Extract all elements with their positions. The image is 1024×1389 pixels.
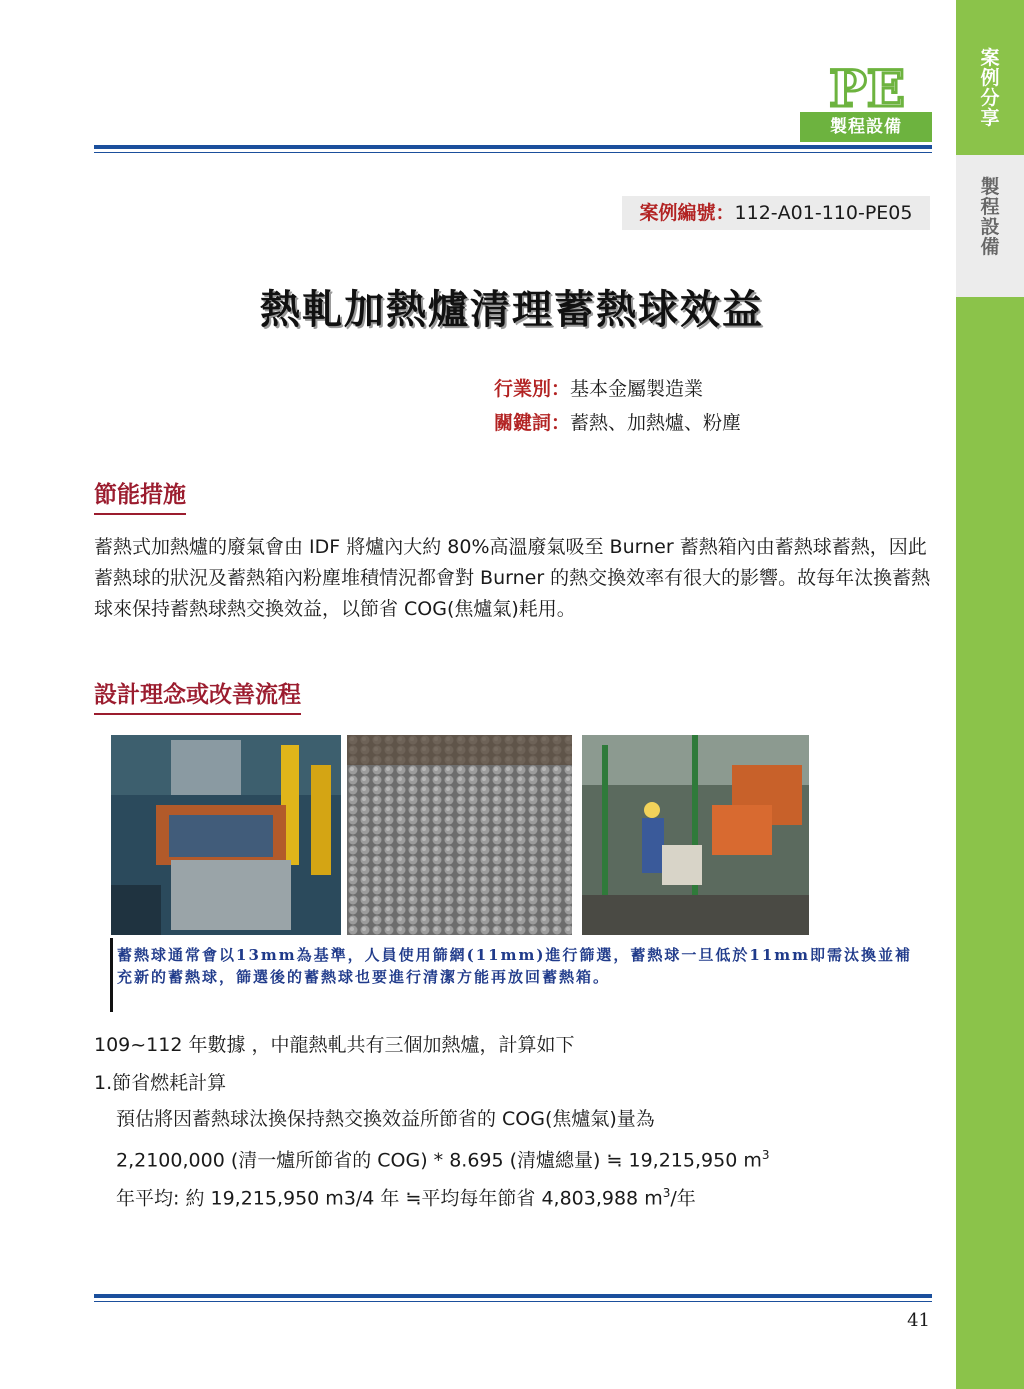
data-intro-line: 109~112 年數據 ，中龍熱軋共有三個加熱爐，計算如下 bbox=[94, 1034, 575, 1056]
pe-logo bbox=[812, 62, 922, 112]
industry-value: 基本金屬製造業 bbox=[570, 378, 704, 400]
photo-caption: 蓄熱球通常會以13mm為基準，人員使用篩網(11mm)進行篩選，蓄熱球一旦低於11mm即需汰換並補充新的蓄熱球，篩選後的蓄熱球也要進行清潔方能再放回蓄熱箱。 bbox=[117, 946, 913, 986]
section-heading-design: 設計理念或改善流程 bbox=[94, 676, 301, 715]
annual-average-line: 年平均: 約 19,215,950 m3/4 年 ≒平均每年節省 4,803,988 $m^3/$年 bbox=[116, 1186, 696, 1210]
caption-marker bbox=[110, 938, 113, 1012]
section-heading-measures: 節能措施 bbox=[94, 476, 186, 515]
keywords-line bbox=[494, 410, 741, 436]
industry-label: 行業別： bbox=[494, 378, 571, 400]
measures-paragraph: 蓄熱式加熱爐的廢氣會由 IDF 將爐內大約 80%高溫廢氣吸至 Burner 蓄熱箱內由蓄熱球蓄熱，因此蓄熱球的狀況及蓄熱箱內粉塵堆積情況都會對 Burner 的熱交換效率有很大的影響。故每年汰換蓄熱球來保持蓄熱球熱交換效益，以節省 COG(焦爐氣)耗用。 bbox=[94, 536, 931, 620]
footer-rule-thin bbox=[94, 1301, 932, 1302]
photo-workers-sieving bbox=[582, 735, 809, 935]
estimate-line: 預估將因蓄熱球汰換保持熱交換效益所節省的 COG(焦爐氣)量為 bbox=[116, 1108, 655, 1130]
header-rule bbox=[94, 145, 932, 149]
page-number: 41 bbox=[907, 1310, 930, 1331]
header-rule-thin bbox=[94, 152, 932, 153]
page-title: 熱軋加熱爐清理蓄熱球效益 bbox=[260, 287, 764, 333]
photo-heat-storage-balls bbox=[347, 735, 572, 935]
sidebar-inactive-label: 製 程 設 備 bbox=[980, 176, 1000, 258]
case-number bbox=[622, 196, 930, 230]
sidebar-active-label: 案 例 分 享 bbox=[980, 47, 1000, 129]
svg-text:PE: PE bbox=[829, 62, 905, 112]
case-number-label: 案例編號： bbox=[639, 202, 735, 224]
case-number-value: 112-A01-110-PE05 bbox=[734, 202, 913, 224]
sidebar-tab-process-equipment[interactable] bbox=[956, 155, 1024, 297]
keywords-value: 蓄熱、加熱爐、粉塵 bbox=[570, 412, 742, 434]
fuel-saving-heading: 1.節省燃耗計算 bbox=[94, 1072, 227, 1094]
sidebar-tab-active[interactable] bbox=[956, 0, 1024, 155]
keywords-label: 關鍵詞： bbox=[494, 412, 571, 434]
industry-line bbox=[494, 376, 703, 402]
pe-category-label: 製程設備 bbox=[800, 112, 932, 142]
footer-rule bbox=[94, 1294, 932, 1298]
total-calc-line: 2,2100,000 (清一爐所節省的 COG) * 8.695 (清爐總量) ≒ 19,215,950 $m^3$ bbox=[116, 1148, 770, 1172]
photo-heat-storage-box bbox=[111, 735, 341, 935]
